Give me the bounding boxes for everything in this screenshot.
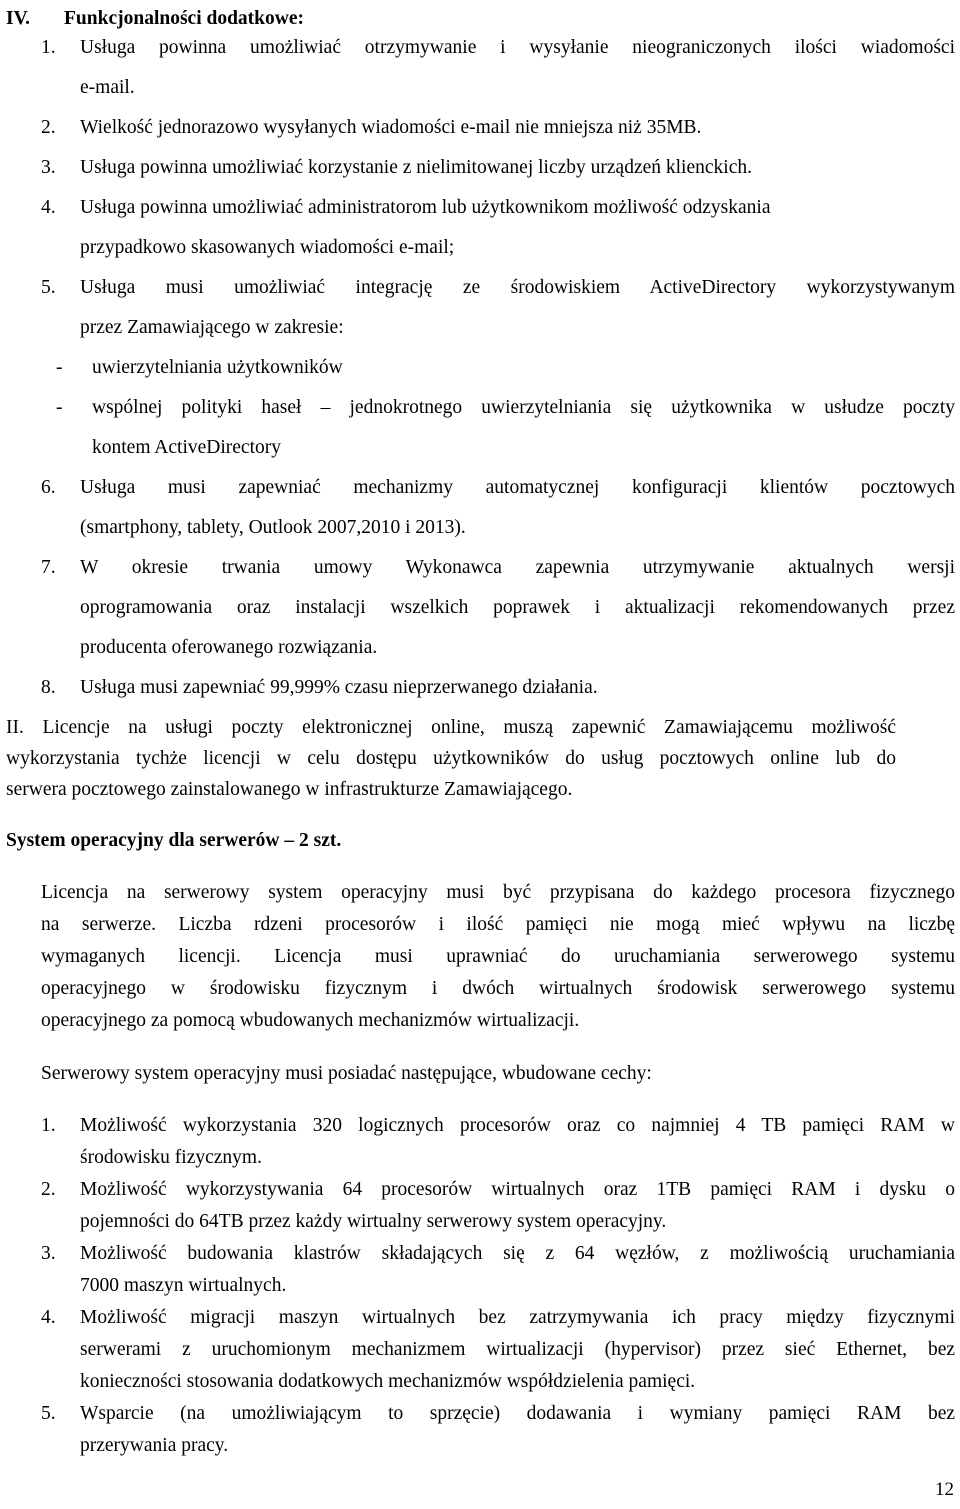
licence-paragraph-line: serwera pocztowego zainstalowanego w infrastrukturze Zamawiającego. [6, 779, 573, 800]
list-item-text: Usługa powinna umożliwiać otrzymywanie i wysyłanie nieograniczonych ilości wiadomości [80, 37, 955, 58]
list-item-text: producenta oferowanego rozwiązania. [80, 637, 378, 658]
list-number: 1. [41, 37, 56, 58]
licence-paragraph-line: II. Licencje na usługi poczty elektronicznej online, muszą zapewnić Zamawiającemu możliwość [6, 717, 896, 738]
page-number: 12 [935, 1479, 954, 1500]
list-item-text: Usługa powinna umożliwiać korzystanie z nielimitowanej liczby urządzeń klienckich. [80, 157, 752, 178]
list-item-text: Usługa musi zapewniać 99,999% czasu nieprzerwanego działania. [80, 677, 598, 698]
list-item-text: Usługa musi umożliwiać integrację ze środowiskiem ActiveDirectory wykorzystywanym [80, 277, 955, 298]
os-paragraph-line: operacyjnego w środowisku fizycznym i dwóch wirtualnych środowisk serwerowego systemu [41, 978, 955, 999]
os-paragraph-line: na serwerze. Liczba rdzeni procesorów i ilość pamięci nie mogą mieć wpływu na liczbę [41, 914, 955, 935]
feature-text: Możliwość migracji maszyn wirtualnych bez zatrzymywania ich pracy między fizycznymi [80, 1307, 955, 1328]
list-number: 7. [41, 557, 56, 578]
feature-text: pojemności do 64TB przez każdy wirtualny serwerowy system operacyjny. [80, 1211, 667, 1232]
feature-number: 1. [41, 1115, 56, 1136]
section-number: IV. [6, 8, 31, 29]
dash-bullet: - [56, 357, 63, 378]
list-item-text: (smartphony, tablety, Outlook 2007,2010 i 2013). [80, 517, 466, 538]
list-item-text: przypadkowo skasowanych wiadomości e-mail; [80, 237, 455, 258]
feature-number: 3. [41, 1243, 56, 1264]
feature-text: Możliwość wykorzystania 320 logicznych procesorów oraz co najmniej 4 TB pamięci RAM w [80, 1115, 955, 1136]
list-item-text: W okresie trwania umowy Wykonawca zapewnia utrzymywanie aktualnych wersji [80, 557, 955, 578]
sub-item-text: uwierzytelniania użytkowników [92, 357, 343, 378]
feature-text: Możliwość wykorzystywania 64 procesorów wirtualnych oraz 1TB pamięci RAM i dysku o [80, 1179, 955, 1200]
list-number: 4. [41, 197, 56, 218]
feature-text: serwerami z uruchomionym mechanizmem wirtualizacji (hypervisor) przez sieć Ethernet, bez [80, 1339, 955, 1360]
list-number: 5. [41, 277, 56, 298]
list-number: 6. [41, 477, 56, 498]
os-paragraph-line: Licencja na serwerowy system operacyjny musi być przypisana do każdego procesora fizycznego [41, 882, 955, 903]
list-item-text: oprogramowania oraz instalacji wszelkich poprawek i aktualizacji rekomendowanych przez [80, 597, 955, 618]
list-item-text: przez Zamawiającego w zakresie: [80, 317, 344, 338]
feature-text: Możliwość budowania klastrów składających się z 64 węzłów, z możliwością uruchamiania [80, 1243, 955, 1264]
list-item-text: Usługa musi zapewniać mechanizmy automatycznej konfiguracji klientów pocztowych [80, 477, 955, 498]
feature-text: środowisku fizycznym. [80, 1147, 262, 1168]
list-number: 3. [41, 157, 56, 178]
licence-paragraph-line: wykorzystania tychże licencji w celu dostępu użytkowników do usług pocztowych online lub do [6, 748, 896, 769]
dash-bullet: - [56, 397, 63, 418]
sub-item-text: wspólnej polityki haseł – jednokrotnego uwierzytelniania się użytkownika w usłudze poczty [92, 397, 955, 418]
list-number: 2. [41, 117, 56, 138]
os-heading: System operacyjny dla serwerów – 2 szt. [6, 830, 342, 851]
list-item-text: e-mail. [80, 77, 135, 98]
list-item-text: Wielkość jednorazowo wysyłanych wiadomości e-mail nie mniejsza niż 35MB. [80, 117, 702, 138]
feature-text: 7000 maszyn wirtualnych. [80, 1275, 287, 1296]
feature-number: 2. [41, 1179, 56, 1200]
feature-text: konieczności stosowania dodatkowych mechanizmów współdzielenia pamięci. [80, 1371, 696, 1392]
os-features-intro: Serwerowy system operacyjny musi posiadać następujące, wbudowane cechy: [41, 1063, 652, 1084]
os-paragraph-line: wymaganych licencji. Licencja musi uprawniać do uruchamiania serwerowego systemu [41, 946, 955, 967]
section-title: Funkcjonalności dodatkowe: [64, 8, 304, 29]
sub-item-text: kontem ActiveDirectory [92, 437, 281, 458]
list-item-text: Usługa powinna umożliwiać administratorom lub użytkownikom możliwość odzyskania [80, 197, 771, 218]
list-number: 8. [41, 677, 56, 698]
feature-number: 4. [41, 1307, 56, 1328]
feature-text: przerywania pracy. [80, 1435, 229, 1456]
os-paragraph-line: operacyjnego za pomocą wbudowanych mechanizmów wirtualizacji. [41, 1010, 580, 1031]
feature-text: Wsparcie (na umożliwiającym to sprzęcie) dodawania i wymiany pamięci RAM bez [80, 1403, 955, 1424]
feature-number: 5. [41, 1403, 56, 1424]
